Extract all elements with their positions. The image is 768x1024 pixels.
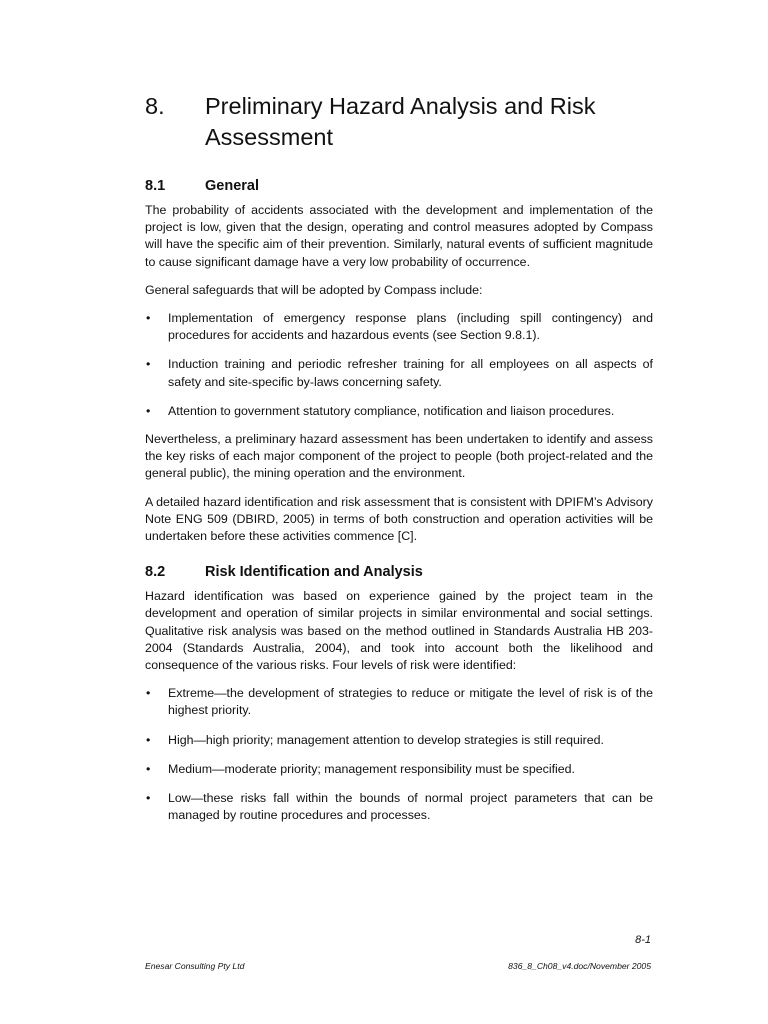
list-item <box>145 403 653 420</box>
list-item-text: Low—these risks fall within the bounds of normal project parameters that can be managed by routine procedures and processes. <box>168 791 653 823</box>
list-item <box>145 732 653 749</box>
section-heading-risk <box>145 562 653 582</box>
list-item <box>145 790 653 824</box>
chapter-heading <box>145 91 665 153</box>
list-item-text: Medium—moderate priority; management responsibility must be specified. <box>168 761 576 776</box>
section-title: Risk Identification and Analysis <box>205 564 423 581</box>
paragraph: Hazard identification was based on experience gained by the project team in the development and operation of similar projects in similar environmental and social settings. Qualitative risk analysis was based on the method outlined in Standards Australia HB 203-2004 (Standards Australia, 2004), and took into account both the likelihood and consequence of the various risks. Four levels of risk were identified: <box>145 589 653 673</box>
risk-levels-list <box>145 685 653 824</box>
safeguards-list <box>145 310 653 420</box>
bullet-icon: • <box>146 403 151 418</box>
bullet-icon: • <box>146 761 151 776</box>
list-item-text: Implementation of emergency response plans (including spill contingency) and procedures for accidents and hazardous events (see Section 9.8.1). <box>168 311 653 343</box>
section-heading-general <box>145 176 653 196</box>
paragraph: General safeguards that will be adopted by Compass include: <box>145 282 483 297</box>
list-item <box>145 685 653 719</box>
list-item-text: Induction training and periodic refresher training for all employees on all aspects of safety and site-specific by-laws concerning safety. <box>168 357 653 389</box>
chapter-number: 8. <box>145 93 165 119</box>
bullet-icon: • <box>146 791 151 806</box>
footer-document-reference: 836_8_Ch08_v4.doc/November 2005 <box>508 961 651 971</box>
footer-company: Enesar Consulting Pty Ltd <box>145 961 245 971</box>
paragraph: A detailed hazard identification and risk assessment that is consistent with DPIFM’s Advisory Note ENG 509 (DBIRD, 2005) in terms of both construction and operation activities will be undertaken before these activities commence [C]. <box>145 494 653 544</box>
page-number: 8-1 <box>635 934 651 946</box>
section-number: 8.1 <box>145 178 166 194</box>
bullet-icon: • <box>146 686 151 701</box>
list-item-text: Attention to government statutory compliance, notification and liaison procedures. <box>168 403 615 418</box>
chapter-title: Preliminary Hazard Analysis and Risk Assessment <box>205 93 596 150</box>
paragraph: The probability of accidents associated with the development and implementation of the project is low, given that the design, operating and control measures adopted by Compass will have the specific aim of their prevention. Similarly, natural events of sufficient magnitude to cause significant damage have a very low probability of occurrence. <box>145 203 653 269</box>
page-body <box>145 176 653 824</box>
list-item <box>145 761 653 778</box>
list-item <box>145 356 653 390</box>
bullet-icon: • <box>146 732 151 747</box>
list-item <box>145 310 653 344</box>
list-item-text: High—high priority; management attention to develop strategies is still required. <box>168 732 604 747</box>
paragraph: Nevertheless, a preliminary hazard assessment has been undertaken to identify and assess the key risks of each major component of the project to people (both project-related and the general public), the mining operation and the environment. <box>145 432 653 481</box>
list-item-text: Extreme—the development of strategies to reduce or mitigate the level of risk is of the highest priority. <box>168 686 653 718</box>
section-number: 8.2 <box>145 564 166 581</box>
bullet-icon: • <box>146 311 151 326</box>
bullet-icon: • <box>146 357 151 372</box>
section-title: General <box>205 178 259 194</box>
